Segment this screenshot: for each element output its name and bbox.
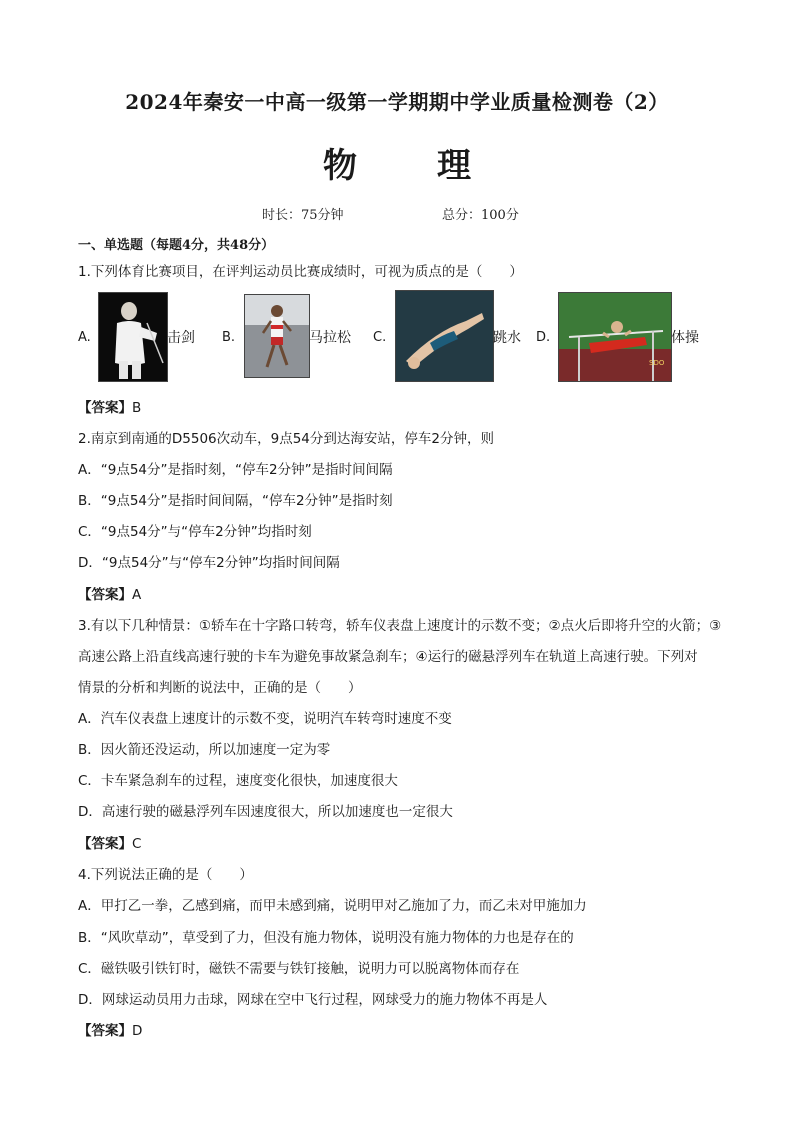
q1-choice-d-letter: D. <box>536 330 551 345</box>
runner-figure-icon <box>245 295 309 377</box>
answer-label: 【答案】 <box>78 400 132 416</box>
q3-option-c: C．卡车紧急刹车的过程，速度变化很快，加速度很大 <box>78 773 398 789</box>
answer-label: 【答案】 <box>78 836 132 852</box>
q3-stem-line-2: 高速公路上沿直线高速行驶的卡车为避免事故紧急刹车；④运行的磁悬浮列车在轨道上高速行驶。下列对 <box>78 649 698 665</box>
section-heading: 一、单选题（每题4分，共48分） <box>78 238 275 253</box>
q4-stem: 4.下列说法正确的是（ ） <box>78 867 253 883</box>
q1-choice-a-letter: A. <box>78 330 91 345</box>
q3-option-b: B．因火箭还没运动，所以加速度一定为零 <box>78 742 331 758</box>
q4-answer <box>78 1019 142 1039</box>
q1-choice-b-letter: B. <box>222 330 236 345</box>
answer-value: D <box>132 1023 143 1039</box>
subject-title <box>0 138 794 187</box>
q1-choice-a-text: 击剑 <box>167 330 195 346</box>
q3-stem-line-1: 3.有以下几种情景：①轿车在十字路口转弯，轿车仪表盘上速度计的示数不变；②点火后即将升空的火箭；③ <box>78 618 722 634</box>
answer-label: 【答案】 <box>78 1023 132 1039</box>
subject-char-1: 物 <box>323 146 357 186</box>
q1-stem: 1.下列体育比赛项目，在评判运动员比赛成绩时，可视为质点的是（ ） <box>78 264 523 280</box>
q1-choice-d-text: 体操 <box>671 330 699 346</box>
answer-value: B <box>132 400 142 416</box>
diving-photo <box>395 290 494 382</box>
answer-value: C <box>132 836 142 852</box>
gymnastics-photo <box>558 292 672 382</box>
q4-option-a: A．甲打乙一拳，乙感到痛，而甲未感到痛，说明甲对乙施加了力，而乙未对甲施加力 <box>78 898 587 914</box>
duration-text: 时长：75分钟 <box>262 208 344 223</box>
answer-value: A <box>132 587 142 603</box>
q2-option-b: B．“9点54分”是指时间间隔，“停车2分钟”是指时刻 <box>78 493 393 509</box>
q2-stem: 2.南京到南通的D5506次动车，9点54分到达海安站，停车2分钟，则 <box>78 431 494 447</box>
q1-answer <box>78 396 141 416</box>
q1-choice-c-text: 跳水 <box>493 330 521 346</box>
exam-title: 2024年秦安一中高一级第一学期期中学业质量检测卷（2） <box>125 90 669 114</box>
subject-char-2: 理 <box>437 146 471 186</box>
q3-option-a: A．汽车仪表盘上速度计的示数不变，说明汽车转弯时速度不变 <box>78 711 452 727</box>
q1-choice-c-letter: C. <box>373 330 387 345</box>
q3-option-d: D．高速行驶的磁悬浮列车因速度很大，所以加速度也一定很大 <box>78 804 453 820</box>
q2-option-d: D．“9点54分”与“停车2分钟”均指时间间隔 <box>78 555 340 571</box>
diver-figure-icon <box>396 291 493 381</box>
q1-choice-b-text: 马拉松 <box>309 330 351 346</box>
marathon-photo <box>244 294 310 378</box>
q4-option-b: B．“风吹草动”，草受到了力，但没有施力物体，说明没有施力物体的力也是存在的 <box>78 930 574 946</box>
q3-answer <box>78 832 141 852</box>
q4-option-d: D．网球运动员用力击球，网球在空中飞行过程，网球受力的施力物体不再是人 <box>78 992 548 1008</box>
q3-stem-line-3: 情景的分析和判断的说法中，正确的是（ ） <box>78 680 362 696</box>
q2-answer <box>78 583 141 603</box>
q4-option-c: C．磁铁吸引铁钉时，磁铁不需要与铁钉接触，说明力可以脱离物体而存在 <box>78 961 520 977</box>
fencing-figure-icon <box>99 293 167 381</box>
answer-label: 【答案】 <box>78 587 132 603</box>
total-score-text: 总分：100分 <box>442 208 519 223</box>
q2-option-a: A．“9点54分”是指时刻，“停车2分钟”是指时间间隔 <box>78 462 393 478</box>
gymnast-figure-icon <box>559 293 671 381</box>
q2-option-c: C．“9点54分”与“停车2分钟”均指时刻 <box>78 524 312 540</box>
svg-text:SDO: SDO <box>649 359 665 367</box>
fencing-photo <box>98 292 168 382</box>
